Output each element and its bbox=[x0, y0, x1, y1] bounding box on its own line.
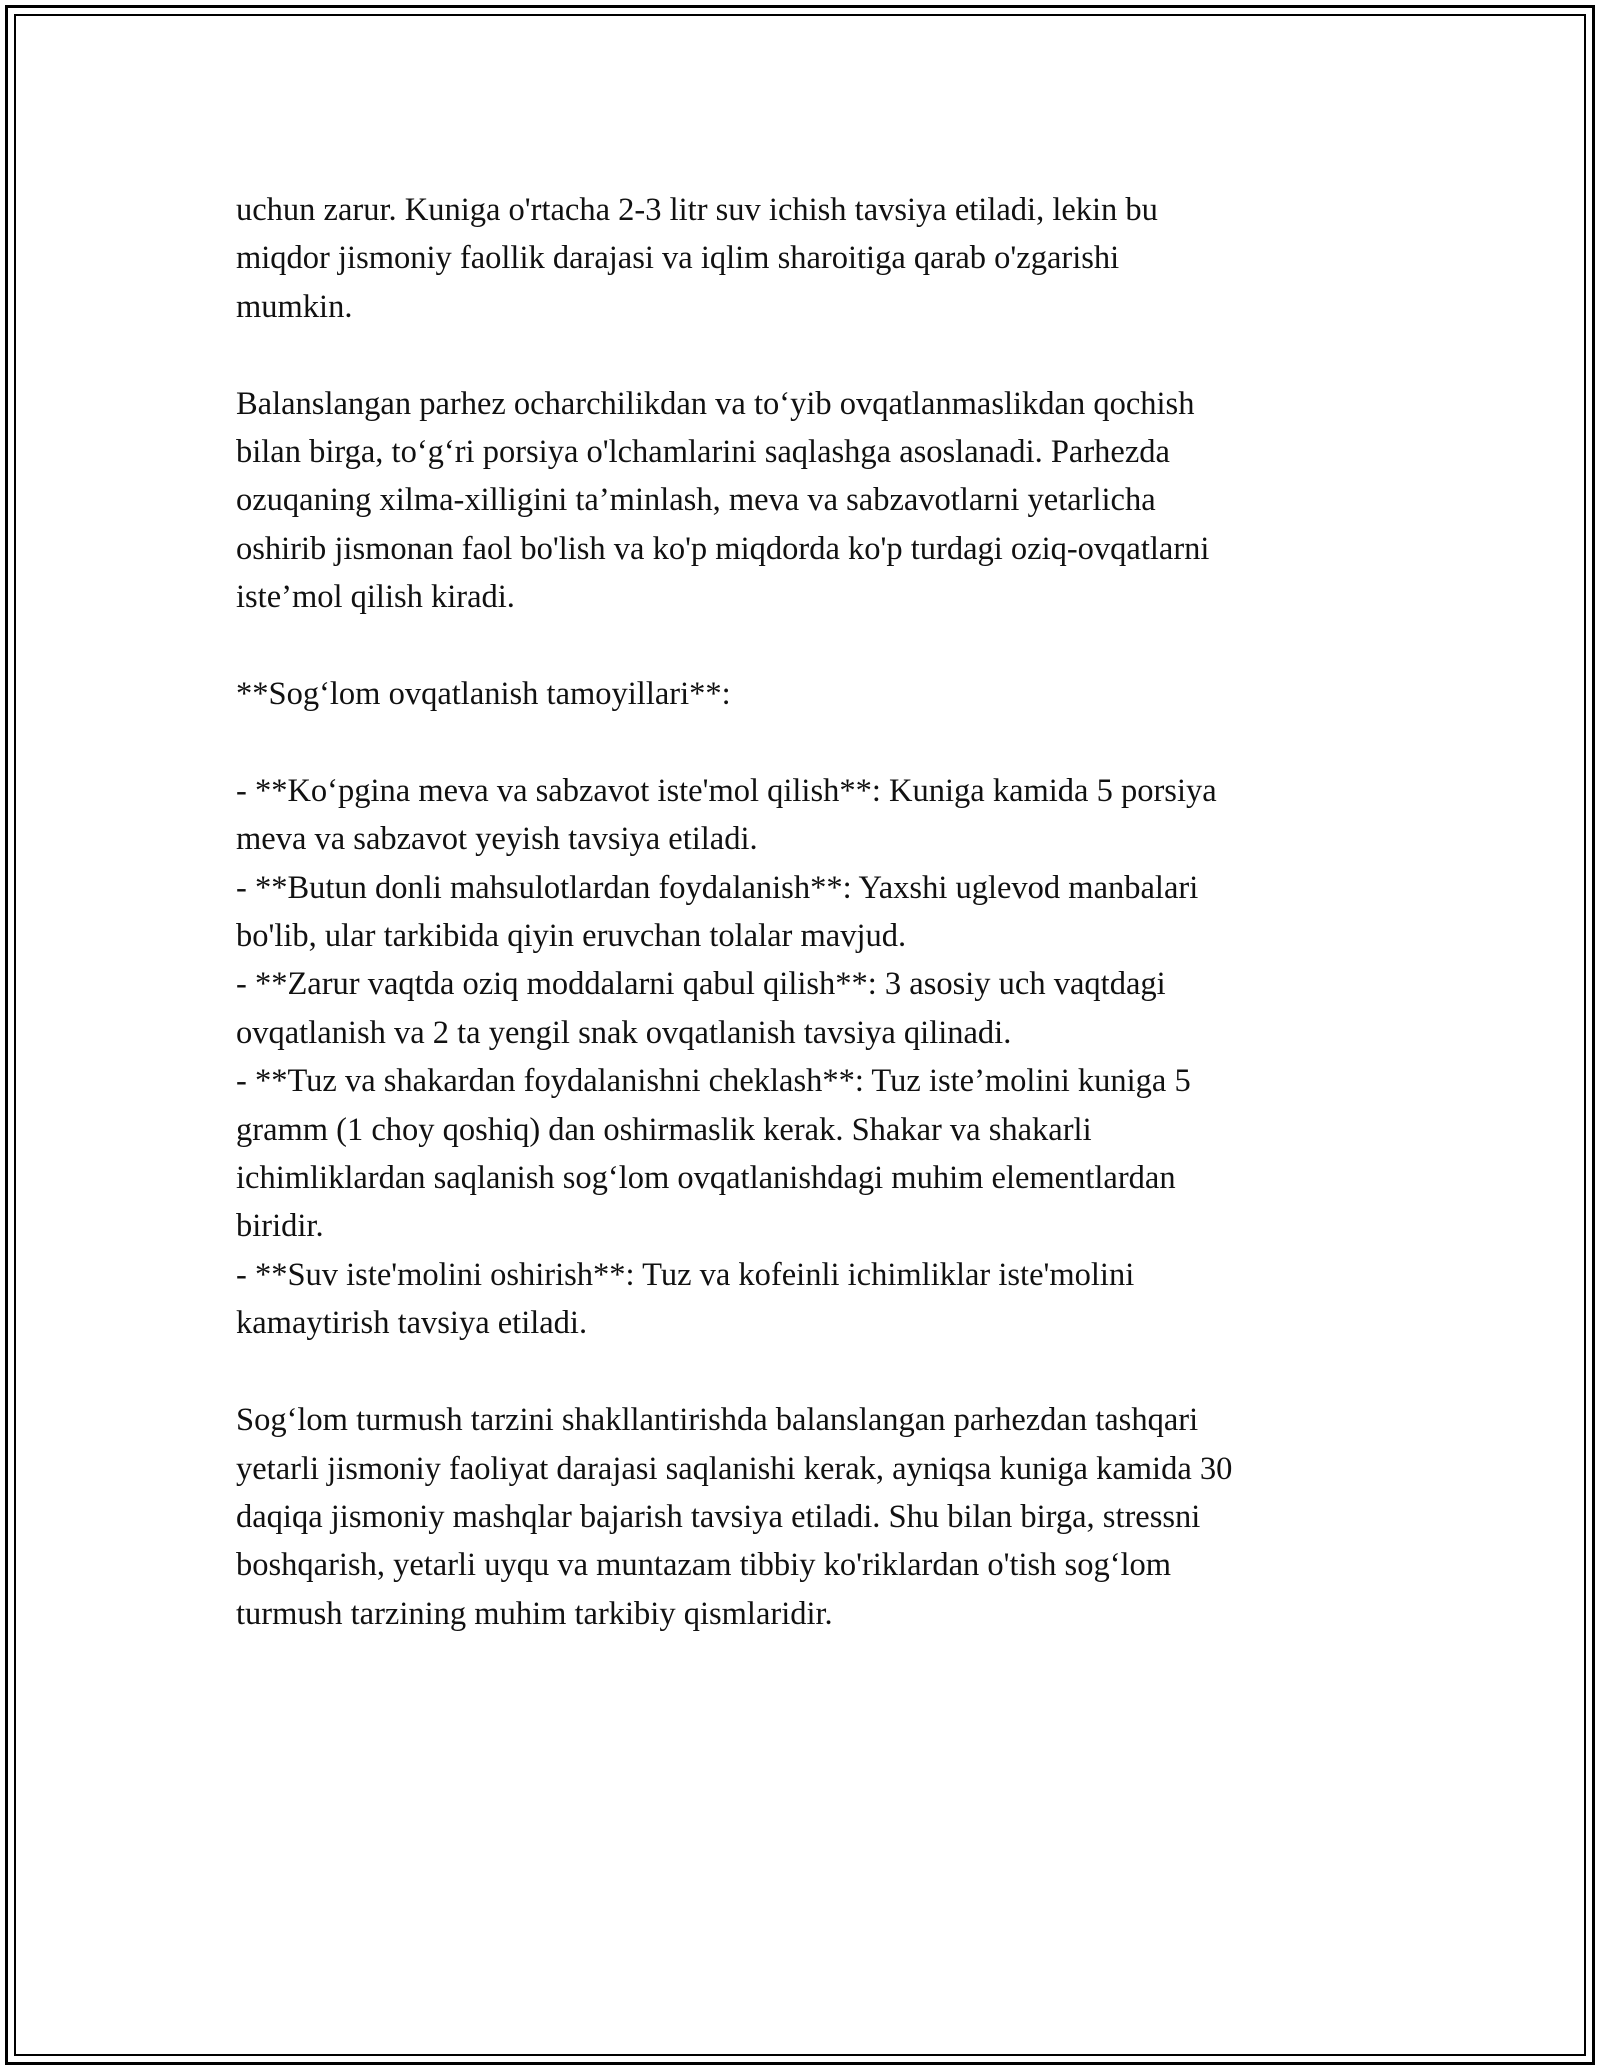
paragraph-balanced-diet: Balanslangan parhez ocharchilikdan va to‘yib ovqatlanmaslikdan qochish bilan birga, to‘g‘ri porsiya o'lchamlarini saqlashga asoslanadi. Parhezda ozuqaning xilma-xilligini ta’minlash, meva va sabzavotlarni yetarlicha oshirib jismonan faol bo'lish va ko'p miqdorda ko'p turdagi oziq-ovqatlarni iste’mol qilish kiradi. bbox=[236, 385, 1210, 616]
document-body bbox=[236, 186, 1376, 1687]
principles-list bbox=[236, 767, 1376, 1348]
list-item: - **Suv iste'molini oshirish**: Tuz va kofeinli ichimliklar iste'molini kamaytirish tavsiya etiladi. bbox=[236, 1256, 1135, 1342]
list-item: - **Zarur vaqtda oziq moddalarni qabul qilish**: 3 asosiy uch vaqtdagi ovqatlanish va 2 ta yengil snak ovqatlanish tavsiya qilinadi. bbox=[236, 966, 1166, 1051]
paragraph-healthy-lifestyle: Sog‘lom turmush tarzini shakllantirishda balanslangan parhezdan tashqari yetarli jismoniy faoliyat darajasi saqlanishi kerak, ayniqsa kuniga kamida 30 daqiqa jismoniy mashqlar bajarish tavsiya etiladi. Shu bilan birga, stressni boshqarish, yetarli uyqu va muntazam tibbiy ko'riklardan o'tish sog‘lom turmush tarzining muhim tarkibiy qismlaridir. bbox=[236, 1402, 1233, 1632]
list-item: - **Ko‘pgina meva va sabzavot iste'mol qilish**: Kuniga kamida 5 porsiya meva va sabzavot yeyish tavsiya etiladi. bbox=[236, 772, 1217, 858]
paragraph-water-intake: uchun zarur. Kuniga o'rtacha 2-3 litr suv ichish tavsiya etiladi, lekin bu miqdor jismoniy faollik darajasi va iqlim sharoitiga qarab o'zgarishi mumkin. bbox=[236, 192, 1158, 325]
list-item: - **Tuz va shakardan foydalanishni cheklash**: Tuz iste’molini kuniga 5 gramm (1 choy qoshiq) dan oshirmaslik kerak. Shakar va shakarli ichimliklardan saqlanish sog‘lom ovqatlanishdagi muhim elementlardan biridir. bbox=[236, 1063, 1191, 1245]
list-item: - **Butun donli mahsulotlardan foydalanish**: Yaxshi uglevod manbalari bo'lib, ular tarkibida qiyin eruvchan tolalar mavjud. bbox=[236, 869, 1199, 955]
principles-heading: **Sog‘lom ovqatlanish tamoyillari**: bbox=[236, 676, 731, 713]
